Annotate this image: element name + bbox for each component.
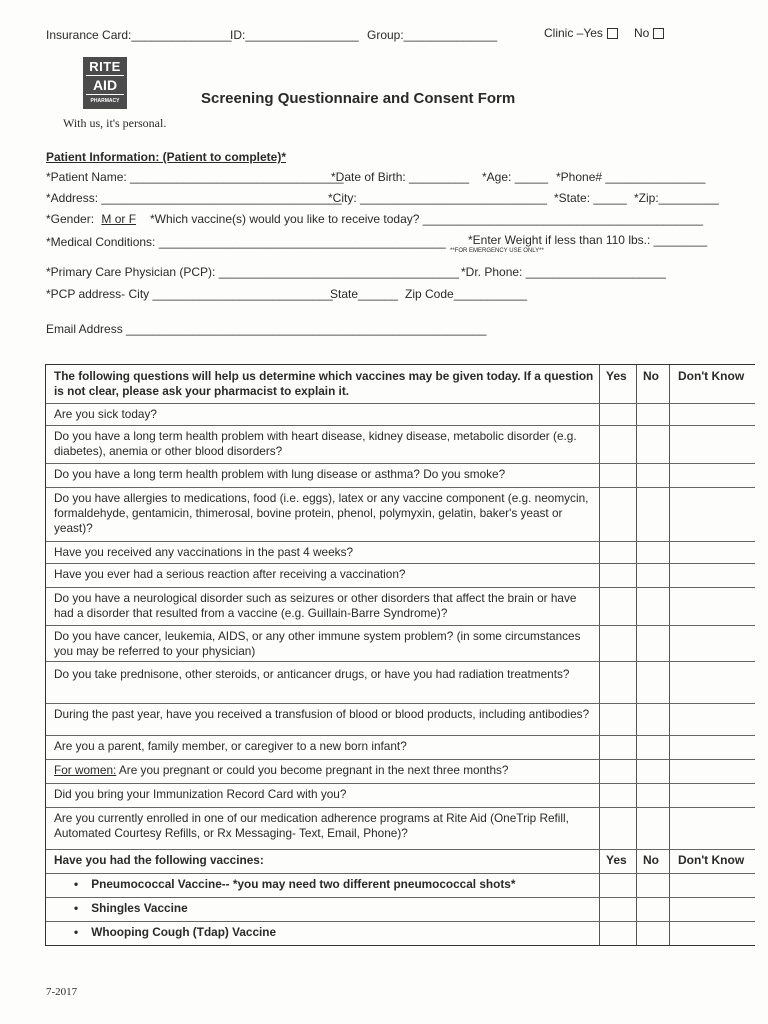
dob-field[interactable]: *Date of Birth: _________ (331, 170, 470, 184)
patient-name-field[interactable]: *Patient Name: ________________________________ (46, 170, 344, 184)
question-row[interactable]: Do you have a neurological disorder such as seizures or other disorders that affect the brain or have had a disorder that resulted from a vaccine (e.g. Guillain-Barre Syndrome)? (46, 587, 755, 626)
vaccines-heading: Have you had the following vaccines: (54, 853, 264, 867)
vaccine-row[interactable]: • Shingles Vaccine (46, 897, 755, 922)
gender-options[interactable]: M or F (101, 212, 137, 226)
question-row[interactable]: Do you have a long term health problem with heart disease, kidney disease, metabolic disorder (e.g. diabetes), anemia or other blood disorders? (46, 425, 755, 464)
gender-field[interactable] (46, 212, 136, 226)
tagline: With us, it's personal. (63, 116, 167, 130)
pcp-city-field[interactable]: *PCP address- City ___________________________ (46, 287, 333, 301)
clinic-no-checkbox[interactable] (653, 28, 664, 39)
pcp-state-field[interactable]: State______ (330, 287, 399, 301)
question-row[interactable]: Do you have allergies to medications, food (i.e. eggs), latex or any vaccine component (e.g. neomycin, formaldehyde, gentamicin, thimerosal, bovine protein, phenol, polymyxin, gelatin, baker's yeast or yeast)? (46, 487, 755, 542)
col-yes: Yes (606, 369, 627, 383)
vaccines-header-row (46, 849, 755, 874)
vaccine-row[interactable]: • Pneumococcal Vaccine-- *you may need two different pneumococcal shots* (46, 873, 755, 898)
women-prefix: For women: (54, 763, 117, 777)
question-row[interactable]: Have you ever had a serious reaction after receiving a vaccination? (46, 563, 755, 588)
question-row[interactable]: Are you a parent, family member, or caregiver to a new born infant? (46, 735, 755, 760)
emergency-note: **FOR EMERGENCY USE ONLY** (450, 248, 544, 254)
email-field[interactable]: Email Address ______________________________________________________ (46, 322, 487, 336)
page-title: Screening Questionnaire and Consent Form (201, 90, 516, 107)
col-dont-know-2: Don't Know (678, 853, 745, 867)
question-row[interactable]: Did you bring your Immunization Record Card with you? (46, 783, 755, 808)
clinic-no-label: No (634, 26, 650, 40)
vaccine-shingles: Shingles Vaccine (91, 901, 188, 915)
pcp-zip-field[interactable]: Zip Code___________ (405, 287, 528, 301)
clinic-no (634, 26, 664, 40)
clinic-yes-checkbox[interactable] (607, 28, 618, 39)
zip-field[interactable]: *Zip:_________ (634, 191, 719, 205)
vaccine-pneumococcal: Pneumococcal Vaccine-- *you may need two different pneumococcal shots* (91, 877, 516, 891)
question-row-women[interactable] (46, 759, 755, 784)
question-row[interactable]: Are you sick today? (46, 403, 755, 426)
city-field[interactable]: *City: ____________________________ (328, 191, 547, 205)
col-no-2: No (643, 853, 659, 867)
gender-label: *Gender: (46, 212, 95, 226)
age-field[interactable]: *Age: _____ (482, 170, 549, 184)
patient-info-heading: Patient Information: (Patient to complete)* (46, 150, 287, 164)
id-field[interactable]: ID:_________________ (230, 28, 359, 42)
medical-conditions-field[interactable]: *Medical Conditions: ___________________________________________ (46, 235, 446, 249)
question-row[interactable]: Do you have cancer, leukemia, AIDS, or any other immune system problem? (in some circumstances you may be referred to your physician) (46, 625, 755, 662)
table-header-row (46, 365, 755, 404)
question-row[interactable]: During the past year, have you received a transfusion of blood or blood products, including antibodies? (46, 703, 755, 736)
question-row[interactable]: Are you currently enrolled in one of our medication adherence programs at Rite Aid (OneTrip Refill, Automated Courtesy Refills, or Rx Messaging- Text, Email, Phone)? (46, 807, 755, 850)
state-field[interactable]: *State: _____ (554, 191, 627, 205)
question-row[interactable]: Do you have a long term health problem with lung disease or asthma? Do you smoke? (46, 463, 755, 488)
clinic-yes-label: Clinic –Yes (544, 26, 603, 40)
pregnancy-question: Are you pregnant or could you become pregnant in the next three months? (118, 763, 509, 777)
col-no: No (643, 369, 659, 383)
dr-phone-field[interactable]: *Dr. Phone: _____________________ (461, 265, 666, 279)
rite-aid-logo: RITE AID PHARMACY (83, 57, 127, 109)
col-yes-2: Yes (606, 853, 627, 867)
table-intro: The following questions will help us determine which vaccines may be given today. If a question is not clear, please ask your pharmacist to explain it. (54, 369, 594, 398)
insurance-card-field[interactable]: Insurance Card:_______________ (46, 28, 232, 42)
question-row[interactable]: Do you take prednisone, other steroids, or anticancer drugs, or have you had radiation treatments? (46, 661, 755, 704)
form-version: 7-2017 (46, 986, 78, 998)
screening-table (45, 364, 755, 946)
address-field[interactable]: *Address: ____________________________________ (46, 191, 342, 205)
vaccine-tdap: Whooping Cough (Tdap) Vaccine (91, 925, 277, 939)
weight-field[interactable]: *Enter Weight if less than 110 lbs.: ________ (468, 233, 708, 247)
phone-field[interactable]: *Phone# _______________ (556, 170, 706, 184)
clinic-yes (544, 26, 618, 40)
vaccine-row[interactable]: • Whooping Cough (Tdap) Vaccine (74, 925, 277, 939)
vaccine-request-field[interactable]: *Which vaccine(s) would you like to receive today? __________________________________________ (150, 212, 704, 226)
question-row[interactable]: Have you received any vaccinations in the past 4 weeks? (46, 541, 755, 564)
group-field[interactable]: Group:______________ (367, 28, 498, 42)
col-dont-know: Don't Know (678, 369, 745, 383)
pcp-field[interactable]: *Primary Care Physician (PCP): ____________________________________ (46, 265, 459, 279)
